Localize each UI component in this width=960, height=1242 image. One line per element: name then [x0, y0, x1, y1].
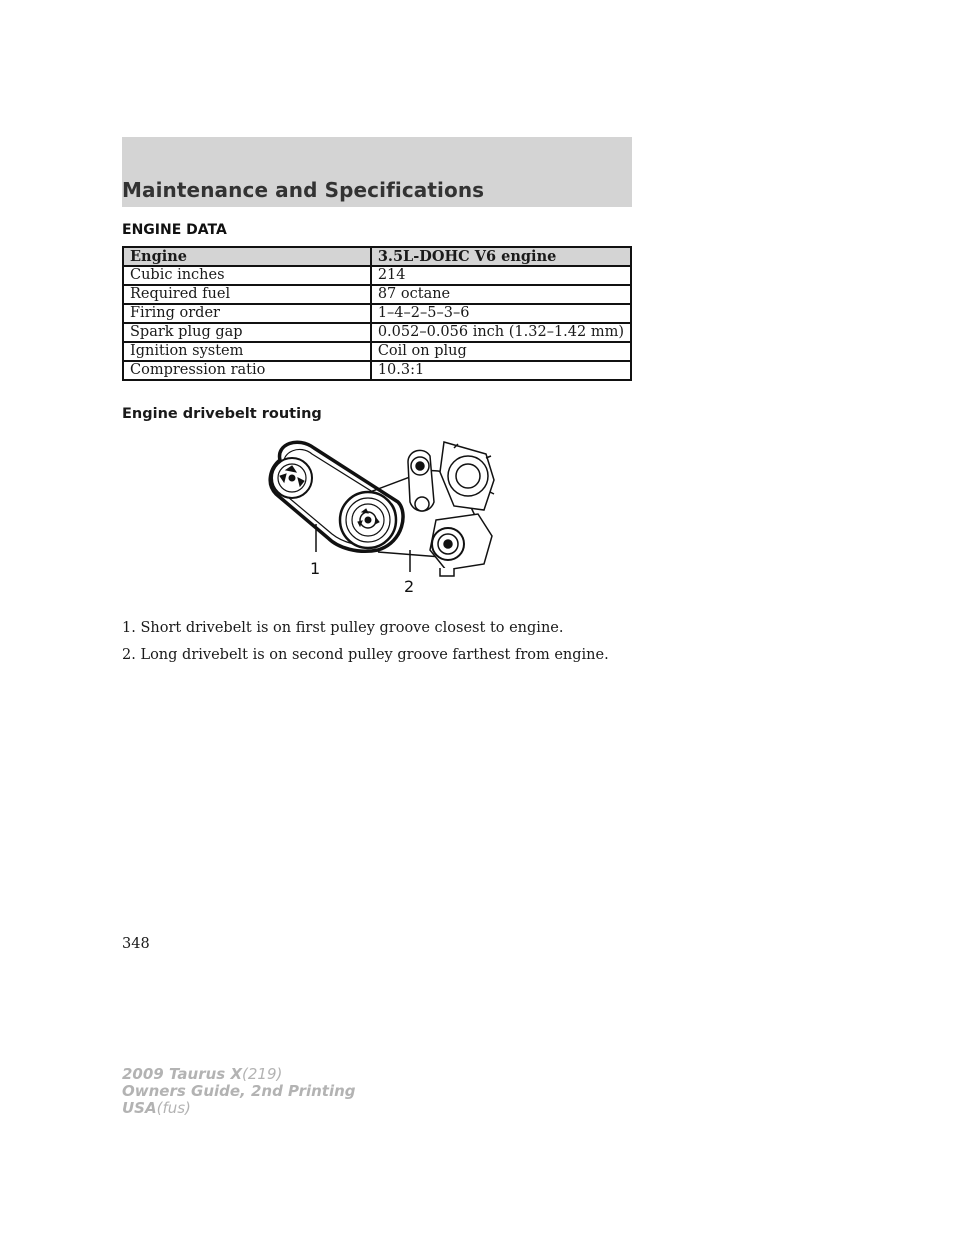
callout-label: 2 — [404, 577, 415, 596]
drivebelt-routing-diagram — [258, 432, 508, 602]
page-title: Maintenance and Specifications — [122, 178, 485, 202]
table-cell: Ignition system — [123, 342, 371, 361]
table-row — [123, 342, 631, 361]
table-cell: 10.3:1 — [371, 361, 631, 380]
table-row — [123, 304, 631, 323]
table-cell: Spark plug gap — [123, 323, 371, 342]
idler-pulley — [272, 458, 312, 498]
table-cell: Cubic inches — [123, 266, 371, 285]
section-title: ENGINE DATA — [122, 222, 227, 238]
footer-model: 2009 Taurus X — [122, 1065, 243, 1083]
drivebelt-heading: Engine drivebelt routing — [122, 406, 322, 422]
table-cell: 1–4–2–5–3–6 — [371, 304, 631, 323]
callout-2 — [404, 550, 414, 596]
page-number: 348 — [122, 936, 150, 952]
callout-label: 1 — [310, 559, 321, 578]
table-cell: 0.052–0.056 inch (1.32–1.42 mm) — [371, 323, 631, 342]
table-cell: Required fuel — [123, 285, 371, 304]
table-cell: Coil on plug — [371, 342, 631, 361]
accessory-pulley — [430, 514, 492, 576]
crankshaft-pulley — [340, 492, 396, 548]
footer-model-code: (219) — [242, 1065, 283, 1083]
caption-1: 1. Short drivebelt is on first pulley groove closest to engine. — [122, 620, 564, 636]
table-header-cell: Engine — [123, 247, 371, 266]
table-row — [123, 285, 631, 304]
table-cell: 214 — [371, 266, 631, 285]
tensioner-assembly — [408, 442, 494, 511]
table-cell: 87 octane — [371, 285, 631, 304]
footer-edition: Owners Guide, 2nd Printing — [122, 1082, 356, 1100]
footer-imprint — [122, 1066, 356, 1117]
footer-market-code: (fus) — [156, 1099, 191, 1117]
engine-data-table — [122, 246, 632, 381]
table-header-cell: 3.5L-DOHC V6 engine — [371, 247, 631, 266]
table-row — [123, 361, 631, 380]
table-header-row — [123, 247, 631, 266]
table-row — [123, 266, 631, 285]
table-cell: Firing order — [123, 304, 371, 323]
table-row — [123, 323, 631, 342]
table-cell: Compression ratio — [123, 361, 371, 380]
caption-2: 2. Long drivebelt is on second pulley groove farthest from engine. — [122, 647, 609, 663]
footer-market: USA — [122, 1099, 157, 1117]
